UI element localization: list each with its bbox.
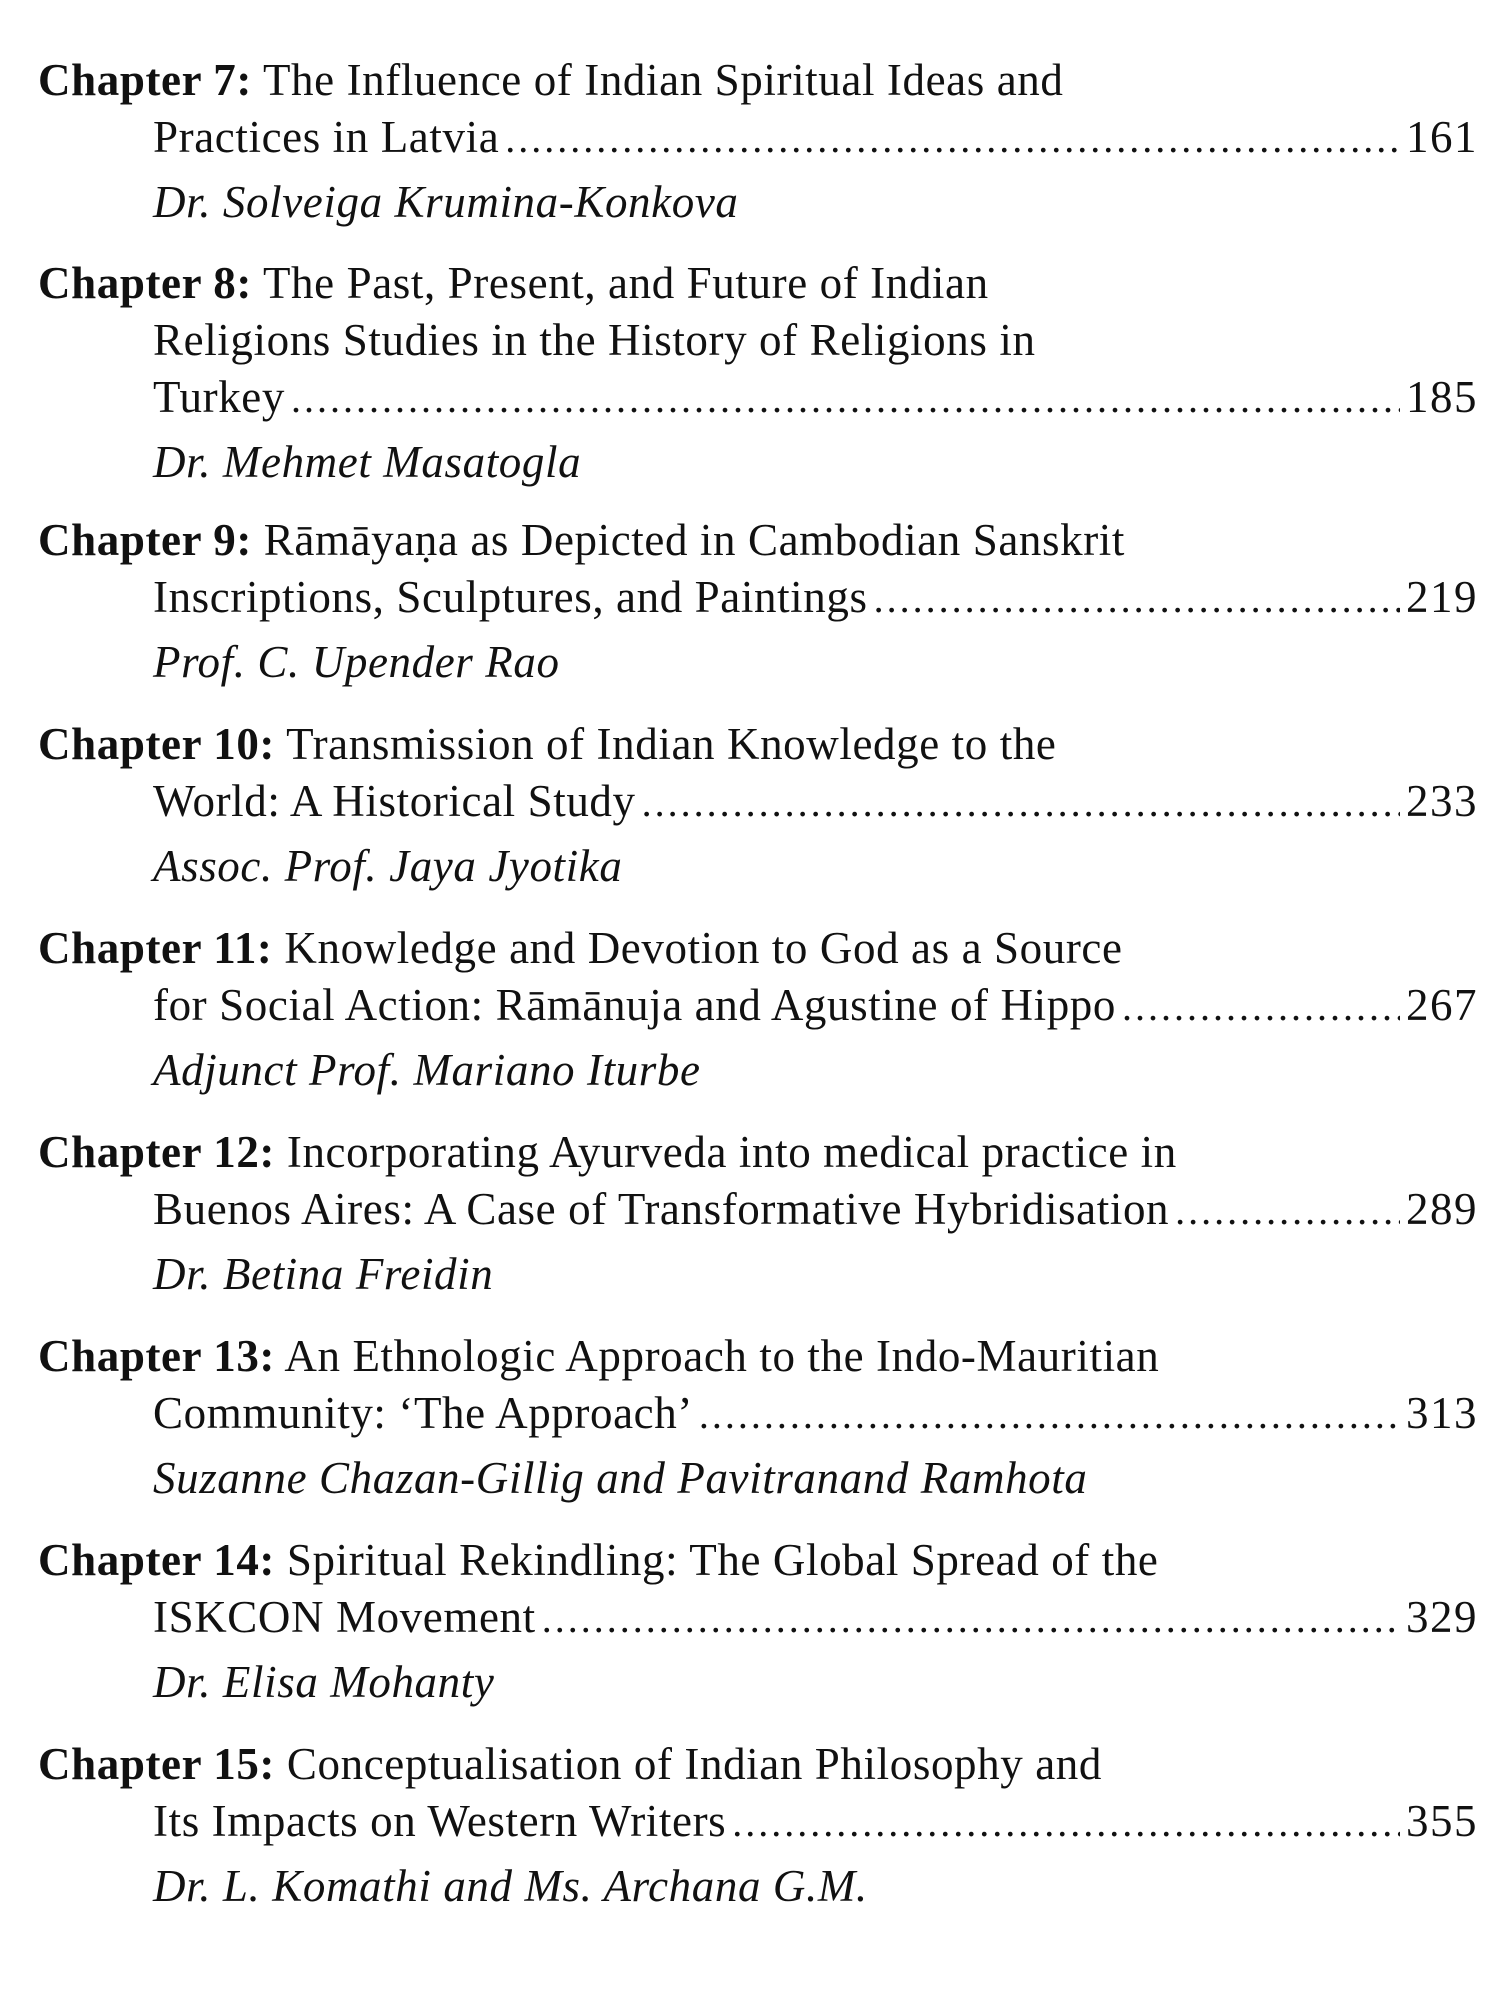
toc-entry-first-line <box>38 1532 1478 1589</box>
chapter-title-line: Turkey <box>153 372 285 422</box>
chapter-label: Chapter 14: <box>38 1535 276 1585</box>
chapter-label: Chapter 8: <box>38 258 252 308</box>
toc-entry-first-line <box>38 255 1478 312</box>
dot-leader <box>642 774 1400 831</box>
toc-entry-last-line <box>38 569 1478 627</box>
toc-entry-first-line <box>38 1736 1478 1793</box>
dot-leader <box>732 1794 1400 1851</box>
chapter-label: Chapter 9: <box>38 515 252 565</box>
dot-leader <box>505 110 1400 167</box>
chapter-label: Chapter 10: <box>38 719 276 769</box>
chapter-title-line: Community: ‘The Approach’ <box>153 1388 693 1438</box>
toc-entry-first-line <box>38 920 1478 977</box>
chapter-title-line: Spiritual Rekindling: The Global Spread of the <box>286 1535 1159 1585</box>
chapter-title-line: Buenos Aires: A Case of Transformative Hybridisation <box>153 1184 1170 1234</box>
chapter-label: Chapter 11: <box>38 923 273 973</box>
toc-entry-chapter-9 <box>38 512 1478 691</box>
page-number: 289 <box>1406 1184 1478 1234</box>
dot-leader <box>542 1590 1400 1647</box>
toc-entry-chapter-14 <box>38 1532 1478 1711</box>
page-number: 355 <box>1406 1796 1478 1846</box>
dot-leader <box>874 570 1400 627</box>
chapter-author: Prof. C. Upender Rao <box>153 637 560 687</box>
chapter-title-line: Religions Studies in the History of Religions in <box>153 315 1036 365</box>
chapter-label: Chapter 7: <box>38 55 252 105</box>
toc-entry-first-line <box>38 512 1478 569</box>
chapter-author: Dr. Solveiga Krumina-Konkova <box>153 177 739 227</box>
chapter-title-line: Transmission of Indian Knowledge to the <box>286 719 1057 769</box>
chapter-title-line: The Past, Present, and Future of Indian <box>262 258 989 308</box>
chapter-title-line: Rāmāyaṇa as Depicted in Cambodian Sanskrit <box>263 515 1126 565</box>
page-number: 313 <box>1406 1388 1478 1438</box>
toc-entry-chapter-12 <box>38 1124 1478 1303</box>
page-number: 329 <box>1406 1592 1478 1642</box>
chapter-title-line: An Ethnologic Approach to the Indo-Mauritian <box>284 1331 1160 1381</box>
toc-entry-chapter-7 <box>38 52 1478 231</box>
toc-entry-last-line <box>38 1181 1478 1239</box>
toc-entry-last-line <box>38 109 1478 167</box>
chapter-author: Adjunct Prof. Mariano Iturbe <box>153 1045 701 1095</box>
chapter-title-line: Knowledge and Devotion to God as a Source <box>284 923 1123 973</box>
toc-entry-last-line <box>38 369 1478 427</box>
chapter-label: Chapter 13: <box>38 1331 276 1381</box>
toc-entry-first-line <box>38 1124 1478 1181</box>
toc-entry-last-line <box>38 1385 1478 1443</box>
toc-entry-first-line <box>38 1328 1478 1385</box>
chapter-title-line: Incorporating Ayurveda into medical practice in <box>286 1127 1177 1177</box>
chapter-label: Chapter 15: <box>38 1739 276 1789</box>
toc-entry-chapter-15 <box>38 1736 1478 1915</box>
chapter-title-line: Conceptualisation of Indian Philosophy and <box>286 1739 1102 1789</box>
chapter-author: Dr. Mehmet Masatogla <box>153 437 582 487</box>
toc-entry-chapter-13 <box>38 1328 1478 1507</box>
dot-leader <box>1175 1182 1400 1239</box>
chapter-title-line: Its Impacts on Western Writers <box>153 1796 727 1846</box>
chapter-title-line: Inscriptions, Sculptures, and Paintings <box>153 572 868 622</box>
page-number: 161 <box>1406 112 1478 162</box>
dot-leader <box>291 370 1400 427</box>
chapter-title-line: The Influence of Indian Spiritual Ideas and <box>262 55 1064 105</box>
chapter-author: Dr. Betina Freidin <box>153 1249 494 1299</box>
toc-entry-last-line <box>38 1589 1478 1647</box>
chapter-author: Suzanne Chazan-Gillig and Pavitranand Ramhota <box>153 1453 1088 1503</box>
chapter-title-line: World: A Historical Study <box>153 776 636 826</box>
toc-entry-last-line <box>38 1793 1478 1851</box>
toc-entry-first-line <box>38 52 1478 109</box>
toc-entry-chapter-10 <box>38 716 1478 895</box>
toc-entry-first-line <box>38 716 1478 773</box>
page-number: 233 <box>1406 776 1478 826</box>
chapter-title-line: ISKCON Movement <box>153 1592 536 1642</box>
chapter-title-line: Practices in Latvia <box>153 112 500 162</box>
page-number: 267 <box>1406 980 1478 1030</box>
toc-entry-chapter-11 <box>38 920 1478 1099</box>
chapter-label: Chapter 12: <box>38 1127 276 1177</box>
chapter-author: Dr. Elisa Mohanty <box>153 1657 495 1707</box>
toc-entry-chapter-8 <box>38 255 1478 491</box>
chapter-title-line: for Social Action: Rāmānuja and Agustine of Hippo <box>153 980 1116 1030</box>
dot-leader <box>699 1386 1400 1443</box>
page-number: 185 <box>1406 372 1478 422</box>
chapter-author: Dr. L. Komathi and Ms. Archana G.M. <box>153 1861 868 1911</box>
toc-entry-last-line <box>38 977 1478 1035</box>
page-number: 219 <box>1406 572 1478 622</box>
toc-entry-last-line <box>38 773 1478 831</box>
chapter-author: Assoc. Prof. Jaya Jyotika <box>153 841 623 891</box>
dot-leader <box>1122 978 1400 1035</box>
